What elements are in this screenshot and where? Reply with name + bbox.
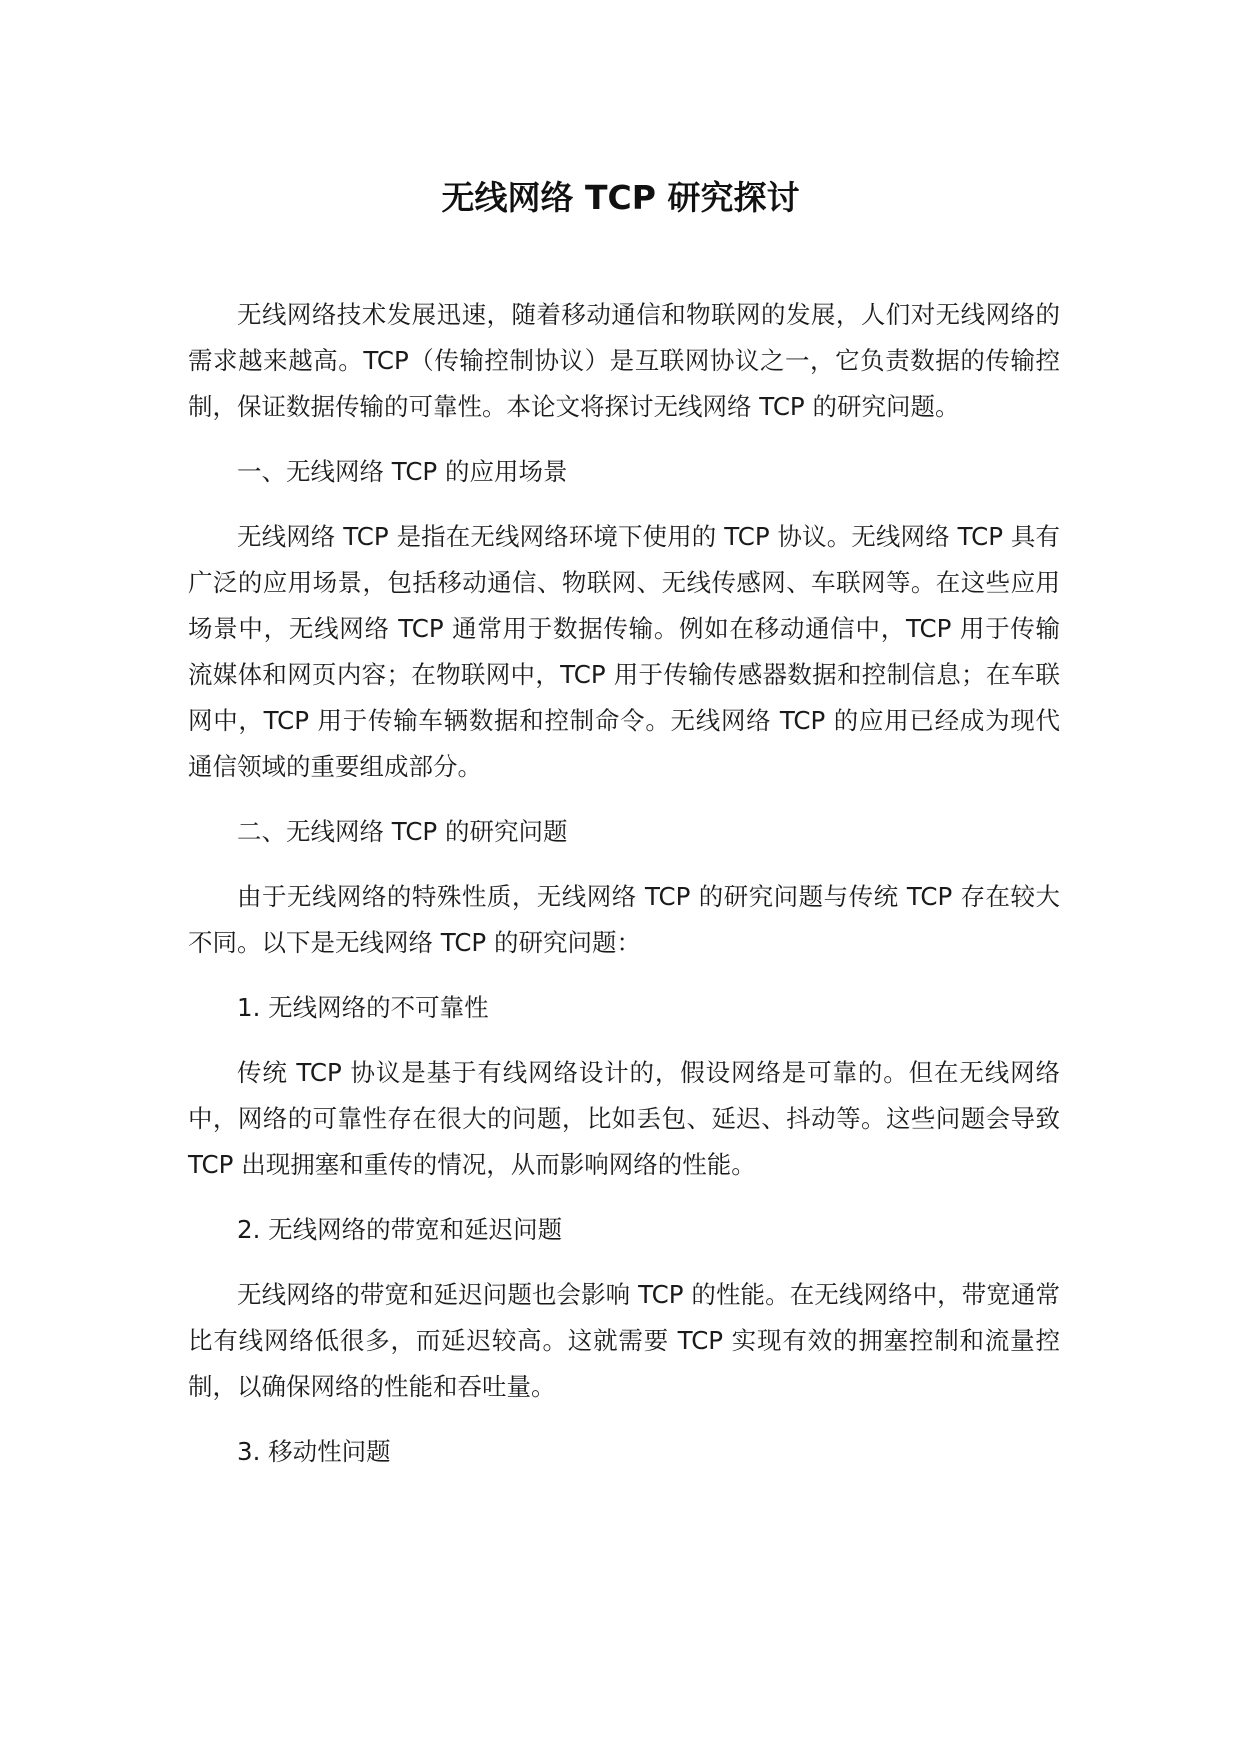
subheading-unreliability: 1. 无线网络的不可靠性 [237, 993, 489, 1022]
research-issues-paragraph: 由于无线网络的特殊性质，无线网络 TCP 的研究问题与传统 TCP 存在较大不同。以下是无线网络 TCP 的研究问题： [188, 882, 1060, 957]
document-title: 无线网络 TCP 研究探讨 [441, 178, 800, 217]
section-heading-research-issues: 二、无线网络 TCP 的研究问题 [237, 817, 568, 846]
bandwidth-latency-paragraph: 无线网络的带宽和延迟问题也会影响 TCP 的性能。在无线网络中，带宽通常比有线网络低很多，而延迟较高。这就需要 TCP 实现有效的拥塞控制和流量控制，以确保网络的性能和吞吐量。 [188, 1280, 1060, 1401]
applications-paragraph: 无线网络 TCP 是指在无线网络环境下使用的 TCP 协议。无线网络 TCP 具有广泛的应用场景，包括移动通信、物联网、无线传感网、车联网等。在这些应用场景中，无线网络 TCP 通常用于数据传输。例如在移动通信中，TCP 用于传输流媒体和网页内容；在物联网中，TCP 用于传输传感器数据和控制信息；在车联网中，TCP 用于传输车辆数据和控制命令。无线网络 TCP 的应用已经成为现代通信领域的重要组成部分。 [188, 522, 1060, 781]
intro-paragraph: 无线网络技术发展迅速，随着移动通信和物联网的发展，人们对无线网络的需求越来越高。TCP（传输控制协议）是互联网协议之一，它负责数据的传输控制，保证数据传输的可靠性。本论文将探讨无线网络 TCP 的研究问题。 [188, 300, 1060, 421]
section-heading-applications: 一、无线网络 TCP 的应用场景 [237, 457, 568, 486]
subheading-mobility: 3. 移动性问题 [237, 1437, 391, 1466]
unreliability-paragraph: 传统 TCP 协议是基于有线网络设计的，假设网络是可靠的。但在无线网络中，网络的可靠性存在很大的问题，比如丢包、延迟、抖动等。这些问题会导致 TCP 出现拥塞和重传的情况，从而影响网络的性能。 [188, 1058, 1060, 1179]
document-body [188, 292, 1060, 1494]
subheading-bandwidth-latency: 2. 无线网络的带宽和延迟问题 [237, 1215, 563, 1244]
